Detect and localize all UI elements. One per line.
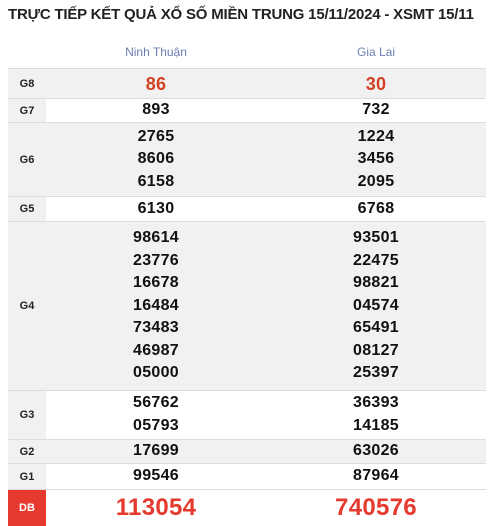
prize-label-g1: G1	[8, 464, 46, 490]
prize-row-g6	[8, 123, 486, 197]
number-g4-ninh-thuan: 73483	[133, 319, 179, 337]
prize-row-g7	[8, 99, 486, 123]
number-g4-gia-lai: 08127	[353, 341, 399, 359]
number-g8-ninh-thuan: 86	[145, 73, 167, 94]
number-g4-ninh-thuan: 05000	[133, 364, 179, 382]
number-db-ninh-thuan: 113054	[115, 493, 197, 521]
prize-label-g5: G5	[8, 197, 46, 222]
number-g7-ninh-thuan: 893	[142, 101, 170, 119]
number-g6-gia-lai: 2095	[357, 172, 395, 190]
prize-label-g2: G2	[8, 440, 46, 464]
table-header-row	[8, 35, 486, 69]
number-g5-ninh-thuan: 6130	[137, 199, 175, 217]
prize-row-g8	[8, 69, 486, 99]
number-g8-gia-lai: 30	[365, 73, 387, 94]
number-g4-ninh-thuan: 16484	[133, 296, 179, 314]
number-g5-gia-lai: 6768	[357, 199, 395, 217]
prize-label-g4: G4	[8, 222, 46, 391]
number-g4-gia-lai: 93501	[353, 228, 399, 246]
number-g1-gia-lai: 87964	[353, 467, 399, 485]
lottery-results-table	[8, 35, 486, 526]
prize-row-g2	[8, 440, 486, 464]
number-g4-ninh-thuan: 46987	[133, 341, 179, 359]
prize-row-db	[8, 490, 486, 526]
number-g4-gia-lai: 98821	[353, 274, 399, 292]
number-g4-ninh-thuan: 23776	[133, 251, 179, 269]
number-g4-ninh-thuan: 16678	[133, 274, 179, 292]
number-g4-gia-lai: 25397	[353, 364, 399, 382]
province-header-gia-lai[interactable]: Gia Lai	[266, 35, 486, 69]
province-header-ninh-thuan[interactable]: Ninh Thuận	[46, 35, 266, 69]
number-g3-gia-lai: 14185	[353, 417, 399, 434]
number-g3-ninh-thuan: 05793	[133, 417, 179, 434]
number-g3-gia-lai: 36393	[353, 394, 399, 412]
prize-label-g3: G3	[8, 391, 46, 440]
number-g4-gia-lai: 65491	[353, 319, 399, 337]
number-db-gia-lai: 740576	[335, 493, 417, 521]
prize-row-g3	[8, 391, 486, 440]
number-g4-ninh-thuan: 98614	[133, 228, 179, 246]
number-g6-ninh-thuan: 2765	[137, 127, 175, 145]
prize-label-g6: G6	[8, 123, 46, 197]
prize-label-g7: G7	[8, 99, 46, 123]
number-g2-gia-lai: 63026	[353, 442, 399, 460]
number-g6-gia-lai: 1224	[357, 127, 395, 145]
number-g3-ninh-thuan: 56762	[133, 394, 179, 412]
prize-row-g5	[8, 197, 486, 222]
page-title: TRỰC TIẾP KẾT QUẢ XỔ SỐ MIỀN TRUNG 15/11/2024 - XSMT 15/11	[8, 6, 474, 23]
number-g7-gia-lai: 732	[362, 101, 390, 119]
prize-row-g4	[8, 222, 486, 391]
number-g4-gia-lai: 22475	[353, 251, 399, 269]
number-g6-ninh-thuan: 6158	[137, 172, 175, 190]
prize-label-g8: G8	[8, 69, 46, 99]
number-g6-gia-lai: 3456	[357, 150, 395, 168]
number-g2-ninh-thuan: 17699	[133, 442, 179, 460]
number-g6-ninh-thuan: 8606	[137, 150, 175, 168]
number-g4-gia-lai: 04574	[353, 296, 399, 314]
header-empty-cell	[8, 35, 46, 69]
prize-row-g1	[8, 464, 486, 490]
number-g1-ninh-thuan: 99546	[133, 467, 179, 485]
prize-label-db: DB	[8, 490, 46, 526]
